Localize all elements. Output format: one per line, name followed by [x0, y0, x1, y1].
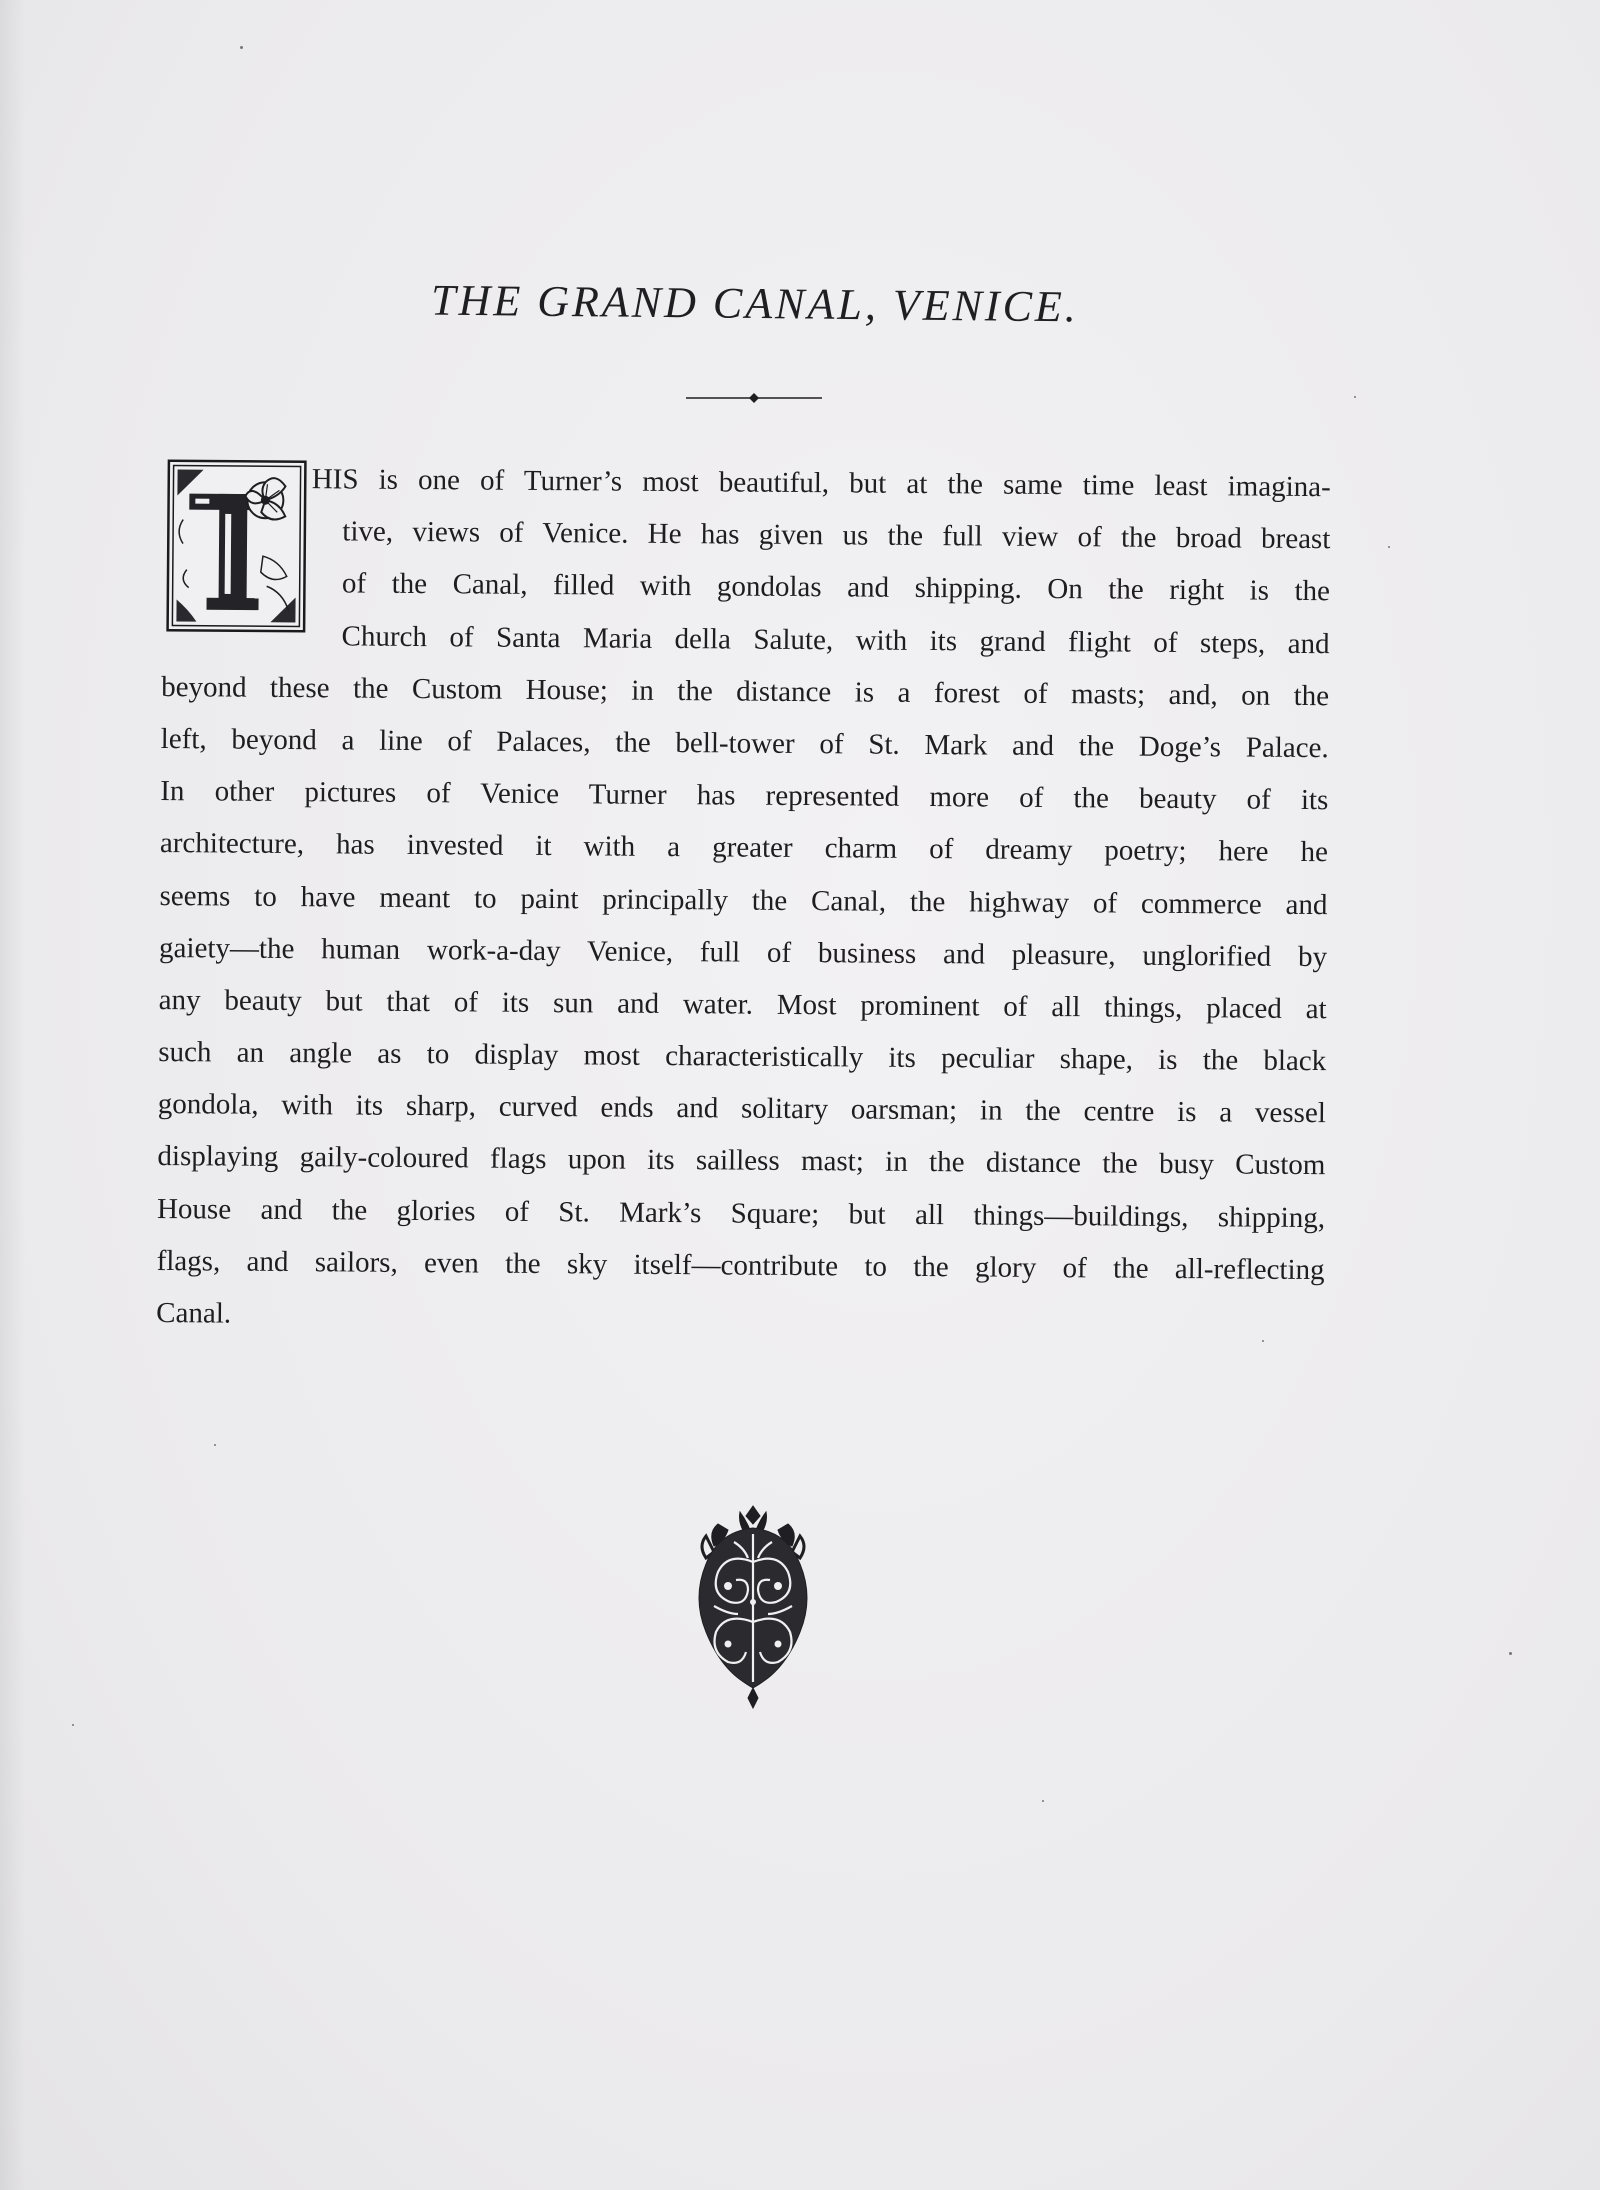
paper-speck: [1388, 546, 1390, 548]
page-title: THE GRAND CANAL, VENICE.: [430, 275, 1080, 332]
paper-speck: [1509, 1652, 1512, 1655]
text-line: any beauty but that of its sun and water. Most prominent of all things, placed at: [158, 983, 1327, 1026]
text-line: of the Canal, filled with gondolas and shipping. On the right is the: [341, 567, 1331, 608]
text-line: In other pictures of Venice Turner has represented more of the beauty of its: [160, 775, 1329, 817]
text-line: displaying gaily-coloured flags upon its sailless mast; in the distance the busy Custom: [157, 1140, 1326, 1182]
tailpiece-fleuron: [688, 1502, 818, 1710]
text-line: beyond these the Custom House; in the distance is a forest of masts; and, on the: [161, 670, 1330, 712]
paper-speck: [1042, 1800, 1044, 1802]
paper-speck: [1354, 396, 1356, 398]
text-line: flags, and sailors, even the sky itself—contribute to the glory of the all-reflecting: [156, 1244, 1325, 1286]
text-line: gaiety—the human work-a-day Venice, full of business and pleasure, unglorified by: [158, 931, 1328, 973]
paper-speck: [214, 1444, 216, 1446]
text-line: such an angle as to display most characteristically its peculiar shape, is the black: [158, 1036, 1327, 1078]
text-line: Canal.: [156, 1296, 232, 1330]
paper-speck: [72, 1724, 74, 1726]
text-line: left, beyond a line of Palaces, the bell-tower of St. Mark and the Doge’s Palace.: [160, 722, 1329, 765]
text-line: seems to have meant to paint principally the Canal, the highway of commerce and: [159, 879, 1328, 921]
text-line: Church of Santa Maria della Salute, with its grand flight of steps, and: [341, 619, 1330, 660]
title-rule-ornament: [686, 390, 822, 406]
text-line: gondola, with its sharp, curved ends and solitary oarsman; in the centre is a vessel: [157, 1088, 1326, 1130]
body-paragraph: [156, 452, 1331, 1348]
paper-speck: [240, 46, 243, 49]
text-line: House and the glories of St. Mark’s Square; but all things—buildings, shipping,: [156, 1192, 1326, 1234]
text-line: tive, views of Venice. He has given us the full view of the broad breast: [342, 515, 1331, 556]
text-line: architecture, has invested it with a greater charm of dreamy poetry; here he: [159, 827, 1329, 869]
text-line: HIS is one of Turner’s most beautiful, but at the same time least imagina-: [311, 463, 1331, 504]
